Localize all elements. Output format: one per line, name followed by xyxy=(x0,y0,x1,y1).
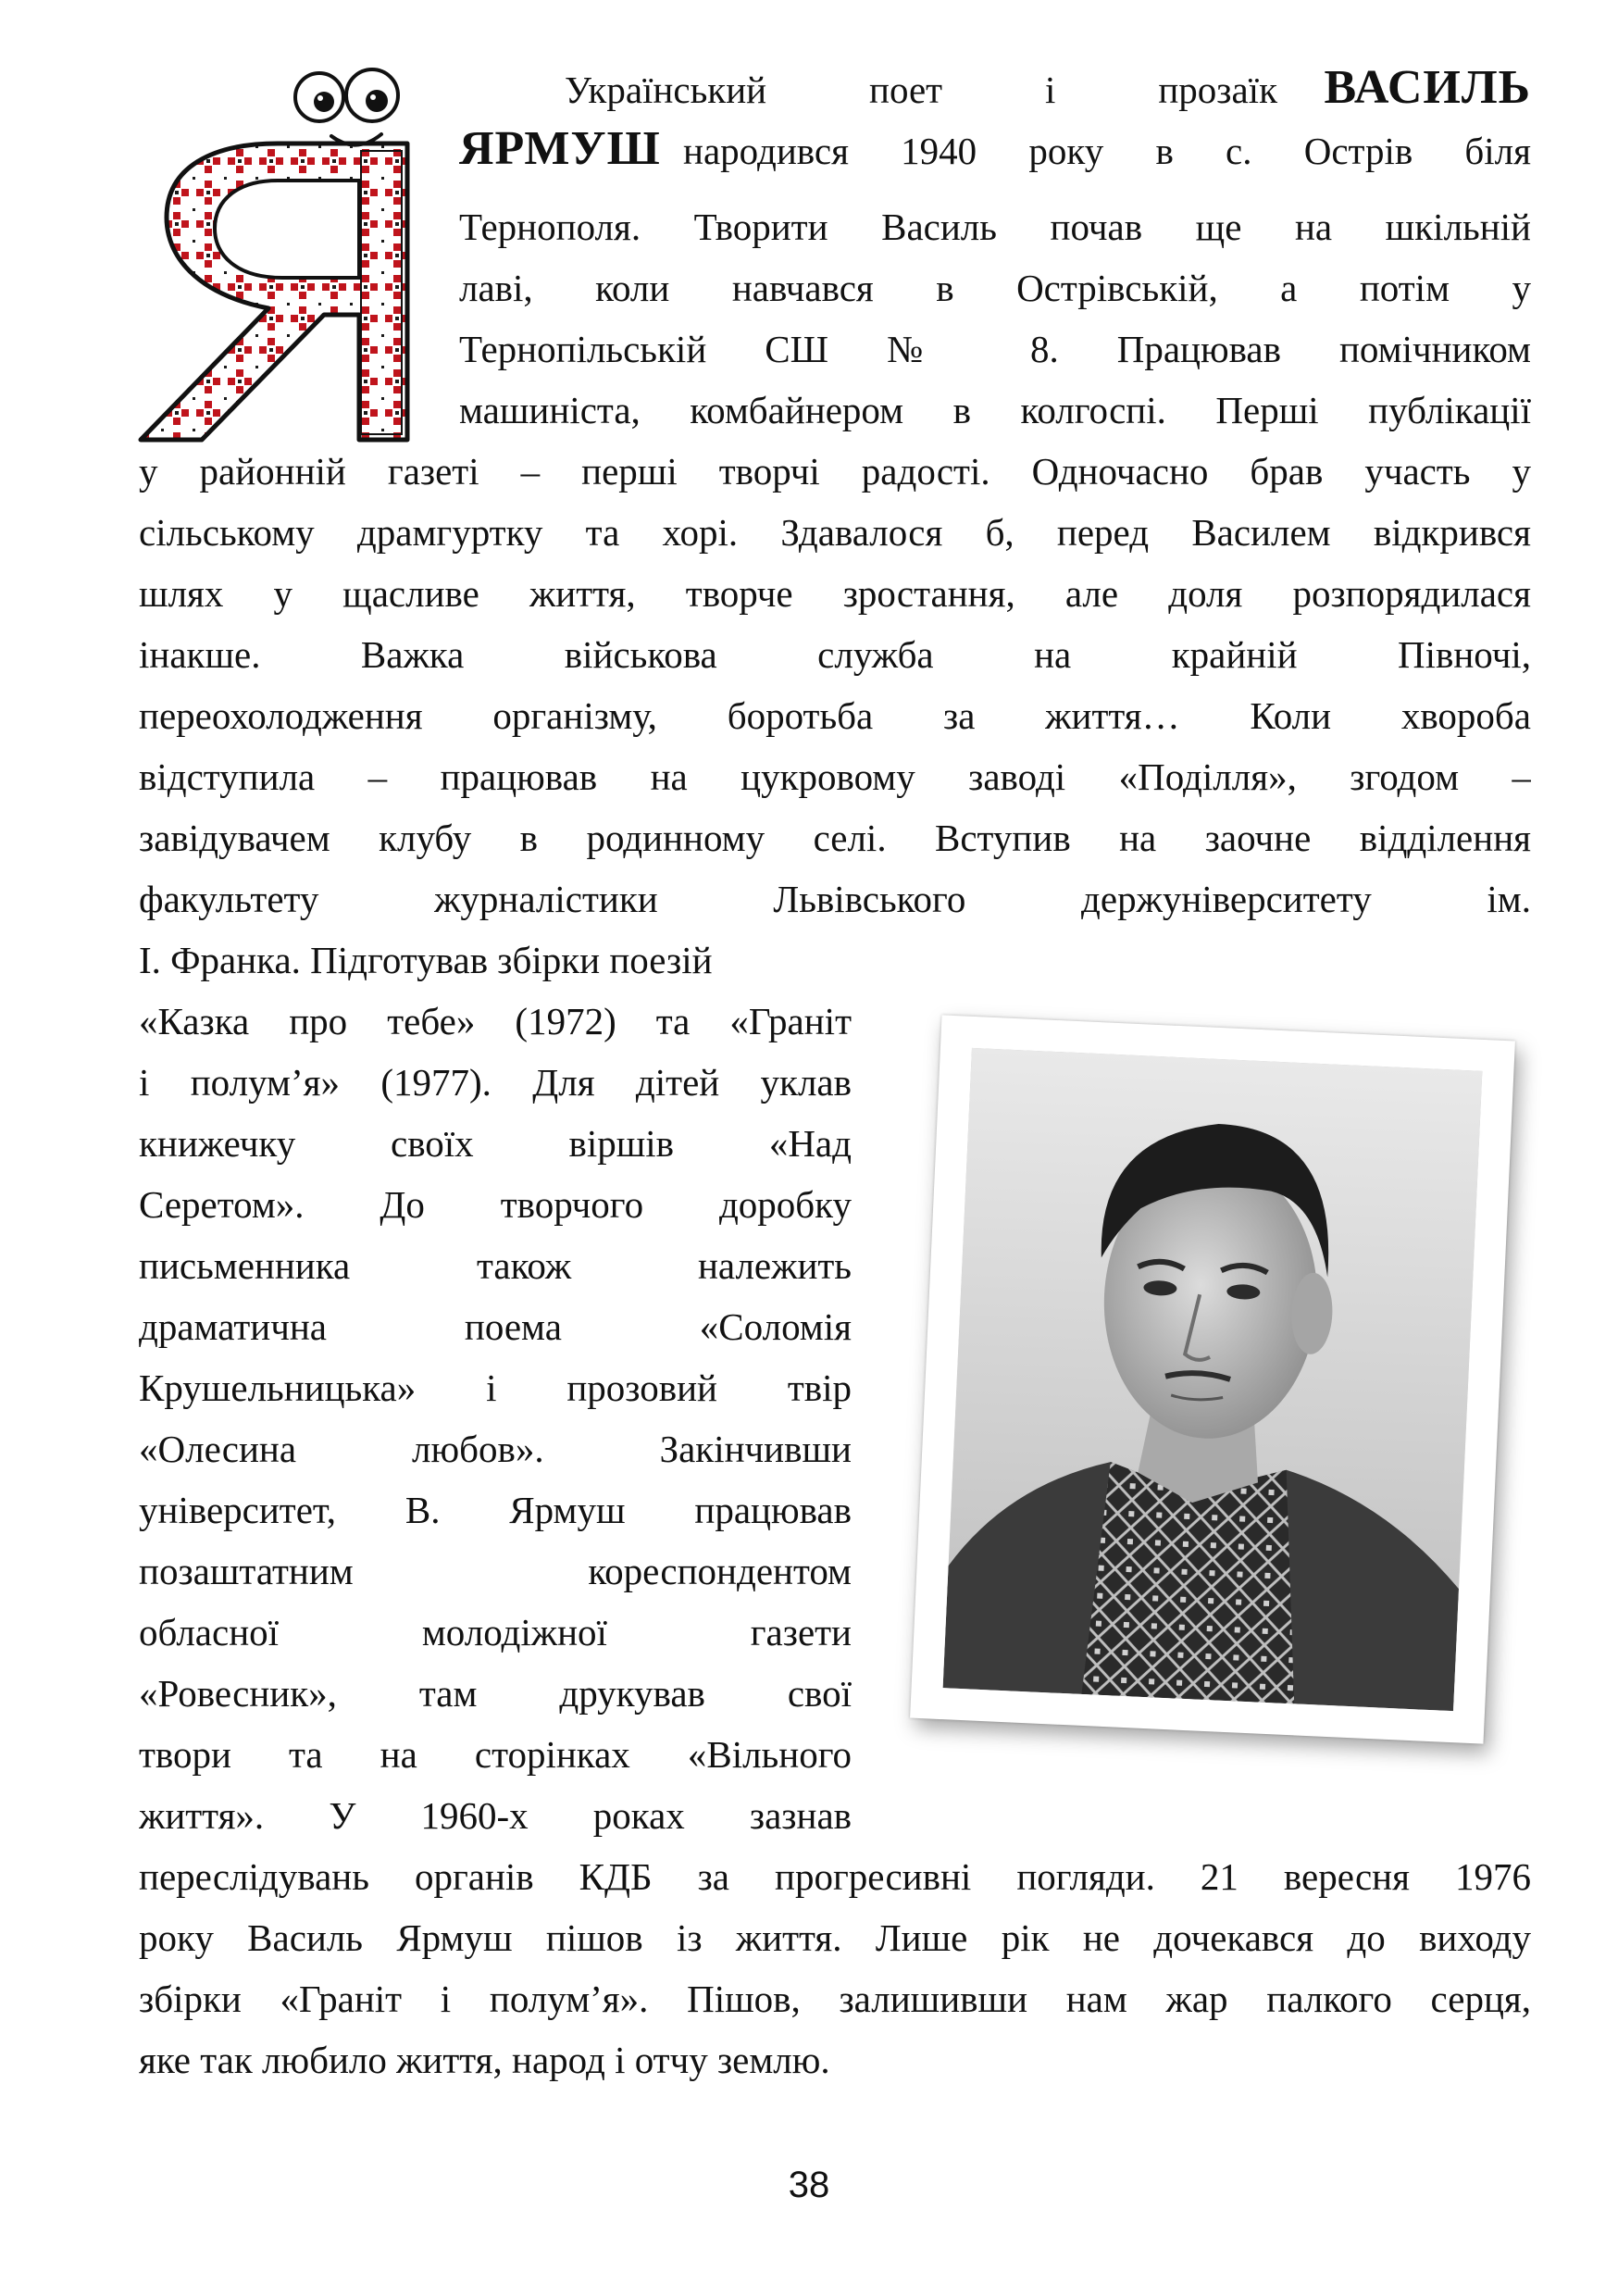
text-line: твори та на сторінках «Вільного xyxy=(139,1733,852,1776)
text-line: Серетом». До творчого доробку xyxy=(139,1183,852,1226)
text-line: «Олесина любов». Закінчивши xyxy=(139,1428,852,1470)
text-line: «Ровесник», там друкував свої xyxy=(139,1672,852,1715)
text-line xyxy=(565,57,1531,119)
text-line-part: Український поет і прозаїк xyxy=(565,69,1277,111)
text-line: інакше. Важка військова служба на крайній Півночі, xyxy=(139,633,1531,676)
text-line: факультету журналістики Львівського держуніверситету ім. xyxy=(139,878,1531,920)
text-line: «Казка про тебе» (1972) та «Граніт xyxy=(139,1000,852,1042)
text-line: університет, В. Ярмуш працював xyxy=(139,1489,852,1531)
text-line: Тернопільській СШ № 8. Працював помічником xyxy=(459,328,1531,370)
text-line: відступила – працював на цукровому заводі «Поділля», згодом – xyxy=(139,755,1531,798)
author-photo-frame xyxy=(910,1015,1515,1743)
text-line: машиніста, комбайнером в колгоспі. Перші публікації xyxy=(459,389,1531,431)
author-photo xyxy=(943,1048,1483,1711)
text-line: збірки «Граніт і полум’я». Пішов, залишивши нам жар палкого серця, xyxy=(139,1978,1531,2020)
text-line: шлях у щасливе життя, творче зростання, але доля розпорядилася xyxy=(139,572,1531,615)
text-line: драматична поема «Соломія xyxy=(139,1305,852,1348)
text-line: переохолодження організму, боротьба за життя… Коли хвороба xyxy=(139,694,1531,737)
text-line: лаві, коли навчався в Острівській, а потім у xyxy=(459,267,1531,309)
text-line: яке так любило життя, народ і отчу землю. xyxy=(139,2039,830,2081)
text-line: обласної молодіжної газети xyxy=(139,1611,852,1653)
author-last-name: ЯРМУШ xyxy=(459,122,661,175)
text-line: завідувачем клубу в родинному селі. Вступив на заочне відділення xyxy=(139,817,1531,859)
text-line: життя». У 1960-х роках зазнав xyxy=(139,1794,852,1837)
text-line: позаштатним кореспондентом xyxy=(139,1550,852,1592)
author-first-name: ВАСИЛЬ xyxy=(1324,61,1531,114)
text-line xyxy=(459,119,1531,180)
dropcap-letter-ya-illustration xyxy=(130,51,444,458)
text-line: року Василь Ярмуш пішов із життя. Лише рік не дочекався до виходу xyxy=(139,1916,1531,1959)
text-line: І. Франка. Підготував збірки поезій xyxy=(139,939,713,981)
text-line: Тернополя. Творити Василь почав ще на шкільній xyxy=(459,206,1531,248)
text-line: письменника також належить xyxy=(139,1244,852,1287)
portrait-illustration xyxy=(943,1048,1483,1711)
text-line: і полум’я» (1977). Для дітей уклав xyxy=(139,1061,852,1104)
text-line: переслідувань органів КДБ за прогресивні погляди. 21 вересня 1976 xyxy=(139,1855,1531,1898)
text-line-part: народився 1940 року в с. Острів біля xyxy=(683,130,1531,172)
page-number: 38 xyxy=(788,2165,830,2205)
text-line: книжечку своїх віршів «Над xyxy=(139,1122,852,1165)
text-line: сільському драмгуртку та хорі. Здавалося б, перед Василем відкрився xyxy=(139,511,1531,554)
text-line: у районній газеті – перші творчі радості. Одночасно брав участь у xyxy=(139,450,1531,493)
text-line: Крушельницька» і прозовий твір xyxy=(139,1366,852,1409)
